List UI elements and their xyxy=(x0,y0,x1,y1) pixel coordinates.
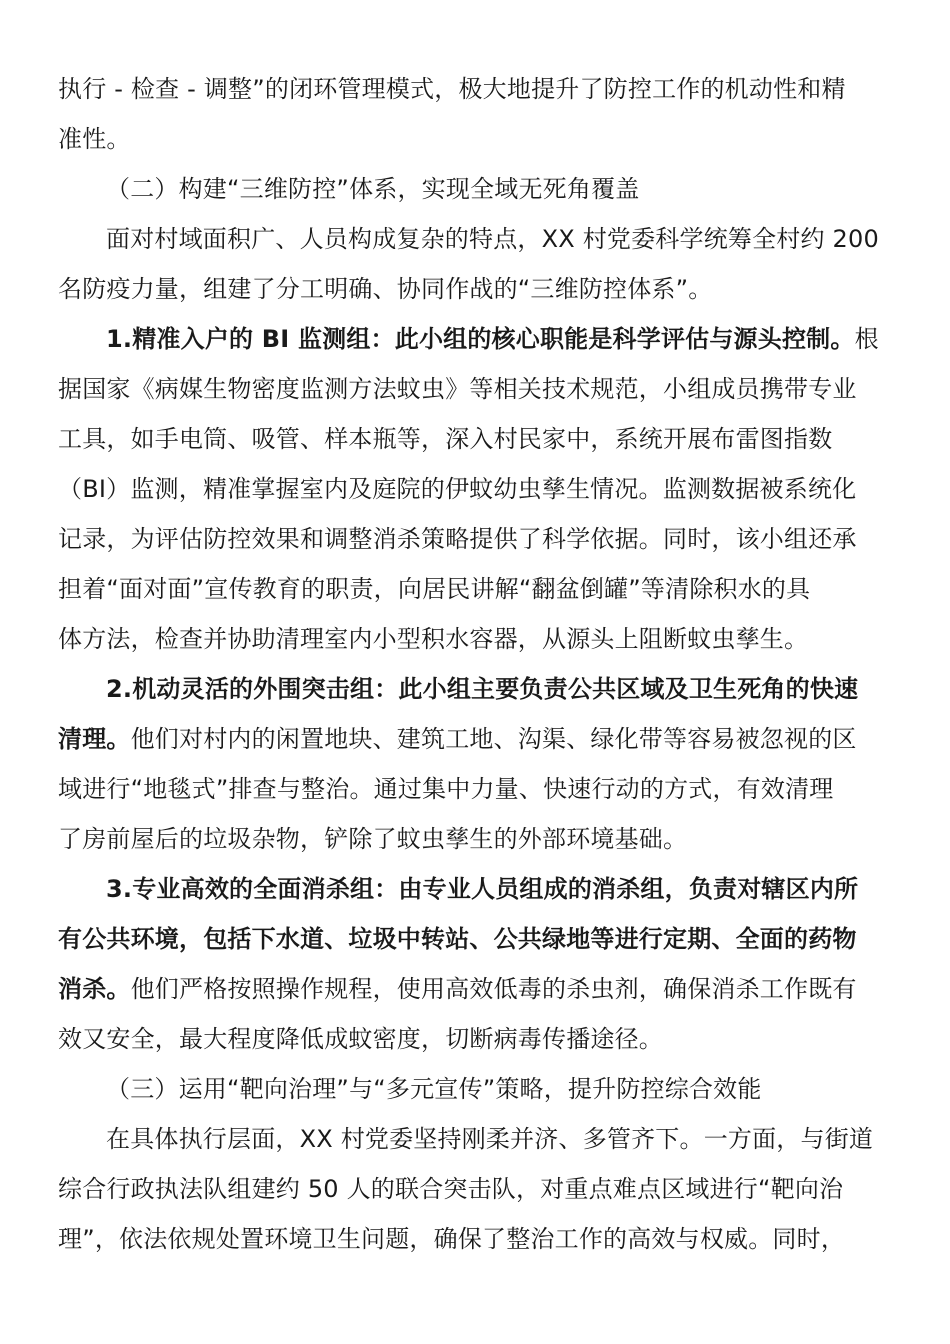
text-run: （三）运用“靶向治理”与“多元宣传”策略，提升防控综合效能 xyxy=(106,1075,762,1103)
text-run: 执行 - 检查 - 调整”的闭环管理模式，极大地提升了防控工作的机动性和精 xyxy=(58,75,846,103)
text-line xyxy=(106,314,879,364)
text-line xyxy=(58,1164,843,1214)
bold-text-run: 3.专业高效的全面消杀组：由专业人员组成的消杀组，负责对辖区内所 xyxy=(106,875,859,903)
text-line xyxy=(58,114,131,164)
text-line xyxy=(58,414,832,464)
text-line xyxy=(58,564,810,614)
text-run: 担着“面对面”宣传教育的职责，向居民讲解“翻盆倒罐”等清除积水的具 xyxy=(58,575,811,603)
text-line xyxy=(58,814,687,864)
text-line xyxy=(58,1014,663,1064)
text-line xyxy=(58,64,846,114)
text-line xyxy=(58,764,833,814)
text-line xyxy=(58,514,857,564)
text-run: 他们对村内的闲置地块、建筑工地、沟渠、绿化带等容易被忽视的区 xyxy=(130,725,857,753)
bold-text-run: 清理。 xyxy=(58,725,131,753)
text-run: 据国家《病媒生物密度监测方法蚊虫》等相关技术规范，小组成员携带专业 xyxy=(58,375,857,403)
section-heading xyxy=(106,164,639,214)
text-line xyxy=(58,1214,845,1264)
text-run: 了房前屋后的垃圾杂物，铲除了蚊虫孳生的外部环境基础。 xyxy=(58,825,688,853)
text-run: 根 xyxy=(854,325,879,353)
text-line xyxy=(58,964,857,1014)
bold-text-run: 有公共环境，包括下水道、垃圾中转站、公共绿地等进行定期、全面的药物 xyxy=(58,925,857,953)
text-run: （BI）监测，精准掌握室内及庭院的伊蚊幼虫孳生情况。监测数据被系统化 xyxy=(58,475,857,503)
text-run: 在具体执行层面，XX 村党委坚持刚柔并济、多管齐下。一方面，与街道 xyxy=(106,1125,874,1153)
text-run: （二）构建“三维防控”体系，实现全域无死角覆盖 xyxy=(106,175,640,203)
text-line xyxy=(58,714,857,764)
text-line xyxy=(106,664,858,714)
text-run: 记录，为评估防控效果和调整消杀策略提供了科学依据。同时，该小组还承 xyxy=(58,525,857,553)
text-run: 效又安全，最大程度降低成蚊密度，切断病毒传播途径。 xyxy=(58,1025,663,1053)
text-run: 理”，依法依规处置环境卫生问题，确保了整治工作的高效与权威。同时， xyxy=(58,1225,846,1253)
section-heading xyxy=(106,1064,762,1114)
text-run: 准性。 xyxy=(58,125,131,153)
text-line xyxy=(106,1114,873,1164)
text-run: 工具，如手电筒、吸管、样本瓶等，深入村民家中，系统开展布雷图指数 xyxy=(58,425,833,453)
bold-text-run: 消杀。 xyxy=(58,975,131,1003)
text-line xyxy=(58,914,857,964)
text-run: 域进行“地毯式”排查与整治。通过集中力量、快速行动的方式，有效清理 xyxy=(58,775,834,803)
text-line xyxy=(58,464,856,514)
text-line xyxy=(106,864,858,914)
text-run: 面对村域面积广、人员构成复杂的特点，XX 村党委科学统筹全村约 200 xyxy=(106,225,879,253)
text-line xyxy=(58,614,808,664)
text-run: 体方法，检查并协助清理室内小型积水容器，从源头上阻断蚊虫孳生。 xyxy=(58,625,809,653)
bold-text-run: 2.机动灵活的外围突击组：此小组主要负责公共区域及卫生死角的快速 xyxy=(106,675,859,703)
text-line xyxy=(58,364,857,414)
text-run: 综合行政执法队组建约 50 人的联合突击队，对重点难点区域进行“靶向治 xyxy=(58,1175,844,1203)
bold-text-run: 1.精准入户的 BI 监测组：此小组的核心职能是科学评估与源头控制。 xyxy=(106,325,855,353)
text-run: 名防疫力量，组建了分工明确、协同作战的“三维防控体系”。 xyxy=(58,275,713,303)
text-run: 他们严格按照操作规程，使用高效低毒的杀虫剂，确保消杀工作既有 xyxy=(130,975,857,1003)
text-line xyxy=(106,214,879,264)
text-line xyxy=(58,264,712,314)
